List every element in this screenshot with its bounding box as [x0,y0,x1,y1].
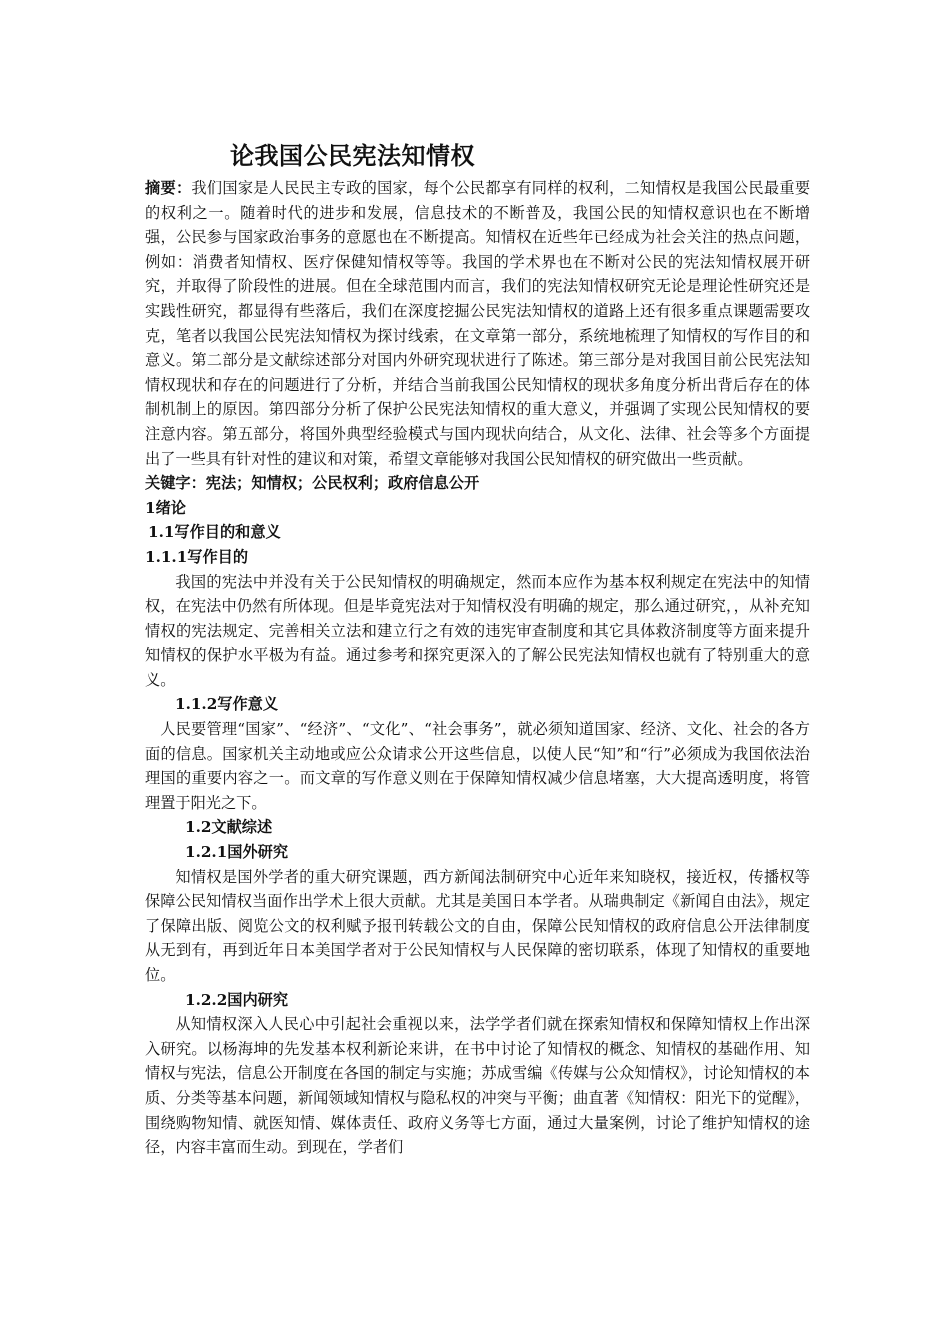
paragraph-1-2-1: 知情权是国外学者的重大研究课题，西方新闻法制研究中心近年来知晓权，接近权，传播权等保障公民知情权当面作出学术上很大贡献。尤其是美国日本学者。从瑞典制定《新闻自由法》，规定 了保障出版、阅览公文的权利赋予报刊转载公文的自由，保障公民知情权的政府信息公开法律制度从无到有，再到近年日本美国学者对于公民知情权与人民保障的密切联系，体现了知情权的重要地位。 [145,867,810,984]
heading-1-1-1: 1.1.1写作目的 [145,547,249,566]
abstract-paragraph [145,176,810,471]
paragraph-1-2-2: 从知情权深入人民心中引起社会重视以来，法学学者们就在探索知情权和保障知情权上作出深入研究。以杨海坤的先发基本权利新论来讲，在书中讨论了知情权的概念、知情权的基础作用、知情权与宪法，信息公开制度在各国的制定与实施；苏成雪编《传媒与公众知情权》，讨论知情权的本质、分类等基本问题，新闻领域知情权与隐私权的冲突与平衡；曲直著《知情权：阳光下的觉醒》，围绕购物知情、就医知情、媒体责任、政府义务等七方面，通过大量案例，讨论了维护知情权的途径，内容丰富而生动。到现在，学者们 [145,1015,810,1157]
heading-1-2-1: 1.2.1国外研究 [185,843,289,862]
keywords-label: 关键字： [145,474,206,493]
heading-1-2-2: 1.2.2国内研究 [185,990,289,1009]
keywords-line [145,471,810,496]
heading-1-1-2: 1.1.2写作意义 [175,695,279,714]
abstract-label: 摘要： [145,179,192,197]
abstract-text: 我们国家是人民民主专政的国家，每个公民都享有同样的权利，二知情权是我国公民最重要的权利之一。随着时代的进步和发展，信息技术的不断普及，我国公民的知情权意识也在不断增强，公民参与国家政治事务的意愿也在不断提高。知情权在近些年已经成为社会关注的热点问题，例如：消费者知情权、医疗保健知情权等等。我国的学术界也在不断对公民的宪法知情权展开研究，并取得了阶段性的进展。但在全球范围内而言，我们的宪法知情权研究无论是理论性研究还是实践性研究，都显得有些落后，我们在深度挖掘公民宪法知情权的道路上还有很多重点课题需要攻克，笔者以我国公民宪法知情权为探讨线索，在文章第一部分，系统地梳理了知情权的写作目的和意义。第二部分是文献综述部分对国内外研究现状进行了陈述。第三部分是对我国目前公民宪法知情权现状和存在的问题进行了分析，并结合当前我国公民知情权的现状多角度分析出背后存在的体制机制上的原因。第四部分分析了保护公民宪法知情权的重大意义，并强调了实现公民知情权的要注意内容。第五部分，将国外典型经验模式与国内现状向结合，从文化、法律、社会等多个方面提出了一些具有针对性的建议和对策，希望文章能够对我国公民知情权的研究做出一些贡献。 [145,179,811,468]
document-body [145,176,810,1160]
heading-1-1: 1.1写作目的和意义 [148,523,281,542]
heading-1: 1绪论 [145,498,186,517]
page-title: 论我国公民宪法知情权 [230,142,475,170]
keywords-text: 宪法；知情权；公民权利；政府信息公开 [205,474,480,493]
paragraph-1-1-2: 人民要管理“国家”、“经济”、“文化”、“社会事务”，就必须知道国家、经济、文化、社会的各方面的信息。国家机关主动地或应公众请求公开这些信息，以使人民“知”和“行”必须成为我国依法治理国的重要内容之一。而文章的写作意义则在于保障知情权减少信息堵塞，大大提高透明度，将管理置于阳光之下。 [145,720,810,812]
heading-1-2: 1.2文献综述 [185,818,273,837]
paragraph-1-1-1: 我国的宪法中并没有关于公民知情权的明确规定，然而本应作为基本权利规定在宪法中的知情权，在宪法中仍然有所体现。但是毕竟宪法对于知情权没有明确的规定，那么通过研究，，从补充知情权的宪法规定、完善相关立法和建立行之有效的违宪审查制度和其它具体救济制度等方面来提升知情权的保护水平极为有益。通过参考和探究更深入的了解公民宪法知情权也就有了特别重大的意义。 [145,572,810,689]
